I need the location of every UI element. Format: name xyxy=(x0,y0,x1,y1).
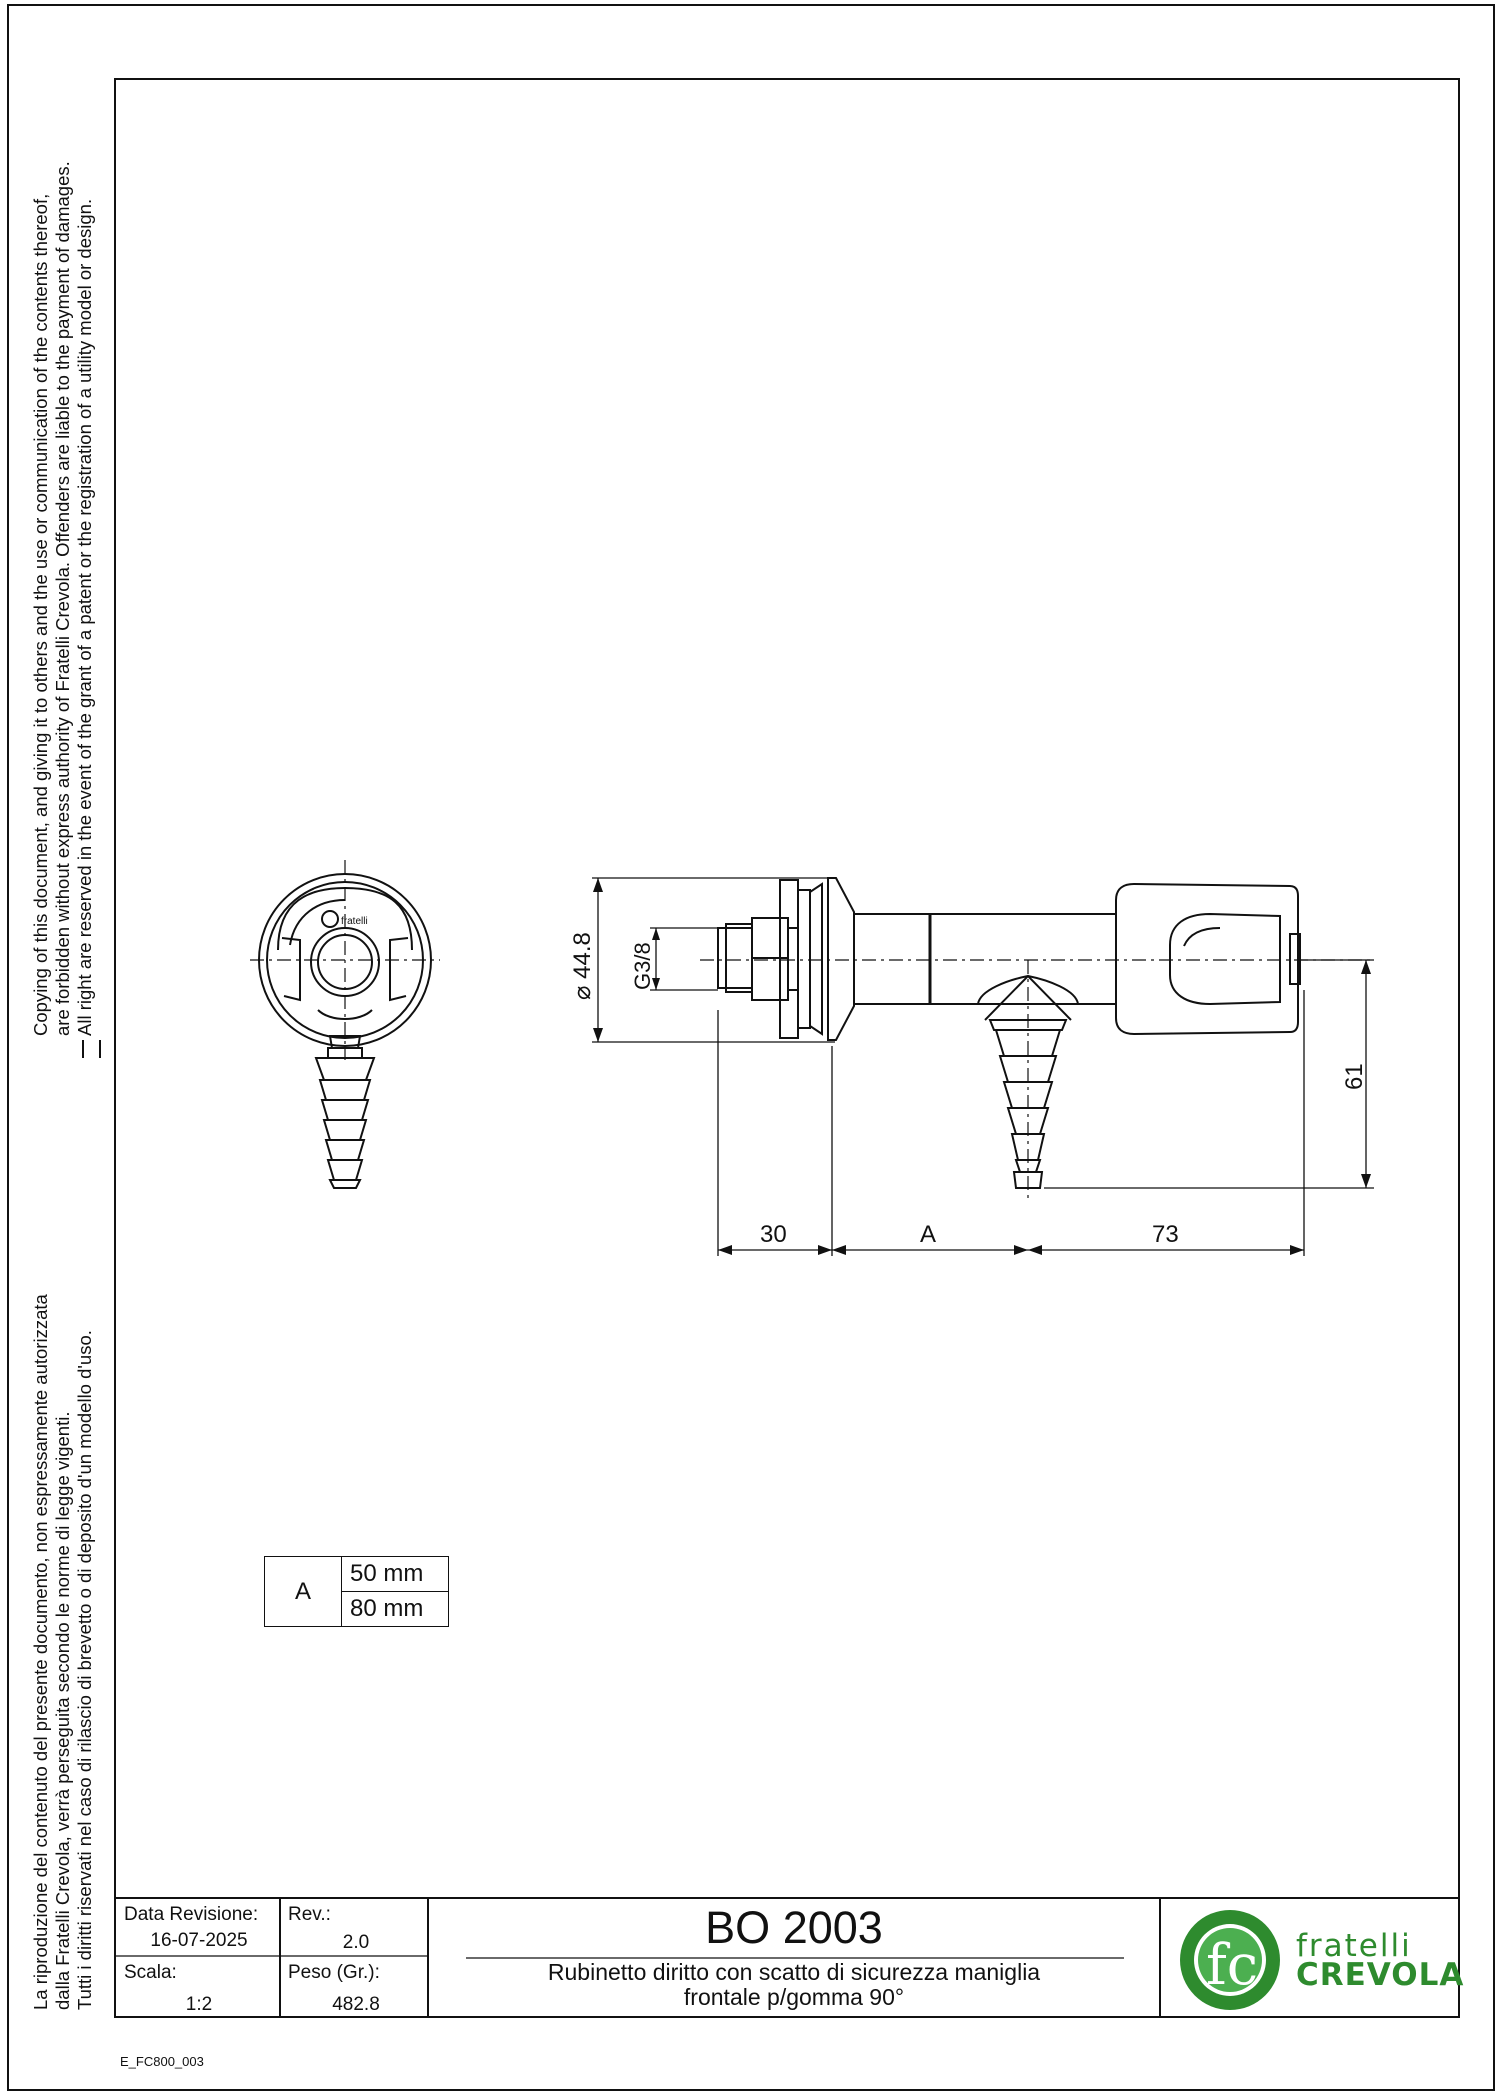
revision-date-label: Data Revisione: xyxy=(124,1904,259,1925)
brand-line-2: CREVOLA xyxy=(1296,1957,1465,1993)
dimension-lines xyxy=(592,878,1374,1256)
variants-label: A xyxy=(265,1557,342,1627)
dim-outlet-drop: 61 xyxy=(1341,1063,1368,1090)
variants-table xyxy=(264,1556,449,1627)
variant-value: 80 mm xyxy=(342,1592,449,1627)
scale-value: 1:2 xyxy=(185,1994,213,2015)
scale-label: Scala: xyxy=(124,1962,177,1983)
rev-label: Rev.: xyxy=(288,1904,331,1925)
front-view-mark: fratelli xyxy=(341,916,368,927)
description-line: Rubinetto diritto con scatto di sicurezza maniglia xyxy=(547,1959,1041,1985)
description-line: frontale p/gomma 90° xyxy=(683,1984,905,2010)
notice-en-line: Copying of this document, and giving it to others and the use or communication of the contents thereof, xyxy=(30,193,51,1036)
notice-it-line: Tutti i diritti riservati nel caso di rilascio di brevetto o di deposito d'un modello d'uso. xyxy=(74,1330,95,2010)
notice-it-line: dalla Fratelli Crevola, verrà perseguita secondo le norme di legge vigenti. xyxy=(52,1411,73,2010)
dim-handle-length: 73 xyxy=(1152,1221,1179,1248)
dim-flange-offset: 30 xyxy=(760,1221,787,1248)
product-description xyxy=(430,1960,1158,2010)
document-id: E_FC800_003 xyxy=(120,2054,204,2069)
notice-en-line: All right are reserved in the event of the grant of a patent or the registration of a utility model or design. xyxy=(74,198,95,1036)
variant-value: 50 mm xyxy=(342,1557,449,1592)
dimension-arrows xyxy=(593,878,1371,1255)
center-lines xyxy=(250,860,1374,1200)
weight-label: Peso (Gr.): xyxy=(288,1962,380,1983)
rev-value: 2.0 xyxy=(342,1932,370,1953)
weight-value: 482.8 xyxy=(332,1994,380,2015)
notice-it-line: La riproduzione del contenuto del presente documento, non espressamente autorizzata xyxy=(30,1294,51,2010)
product-code: BO 2003 xyxy=(705,1902,883,1953)
revision-date-value: 16-07-2025 xyxy=(150,1930,248,1951)
dim-thread: G3/8 xyxy=(630,942,655,990)
crevola-logo-mark xyxy=(1180,1910,1280,2010)
dim-length-a: A xyxy=(920,1221,937,1248)
logo-mark-text: fc xyxy=(1206,1933,1259,1998)
dim-diameter: ⌀ 44.8 xyxy=(569,932,596,1000)
notice-en-line: are forbidden without express authority of Fratelli Crevola. Offenders are liable to the payment of damages. xyxy=(52,161,73,1036)
brand-name xyxy=(1296,1928,1465,1993)
brand-line-1: fratelli xyxy=(1296,1928,1412,1964)
side-view xyxy=(718,878,1300,1188)
